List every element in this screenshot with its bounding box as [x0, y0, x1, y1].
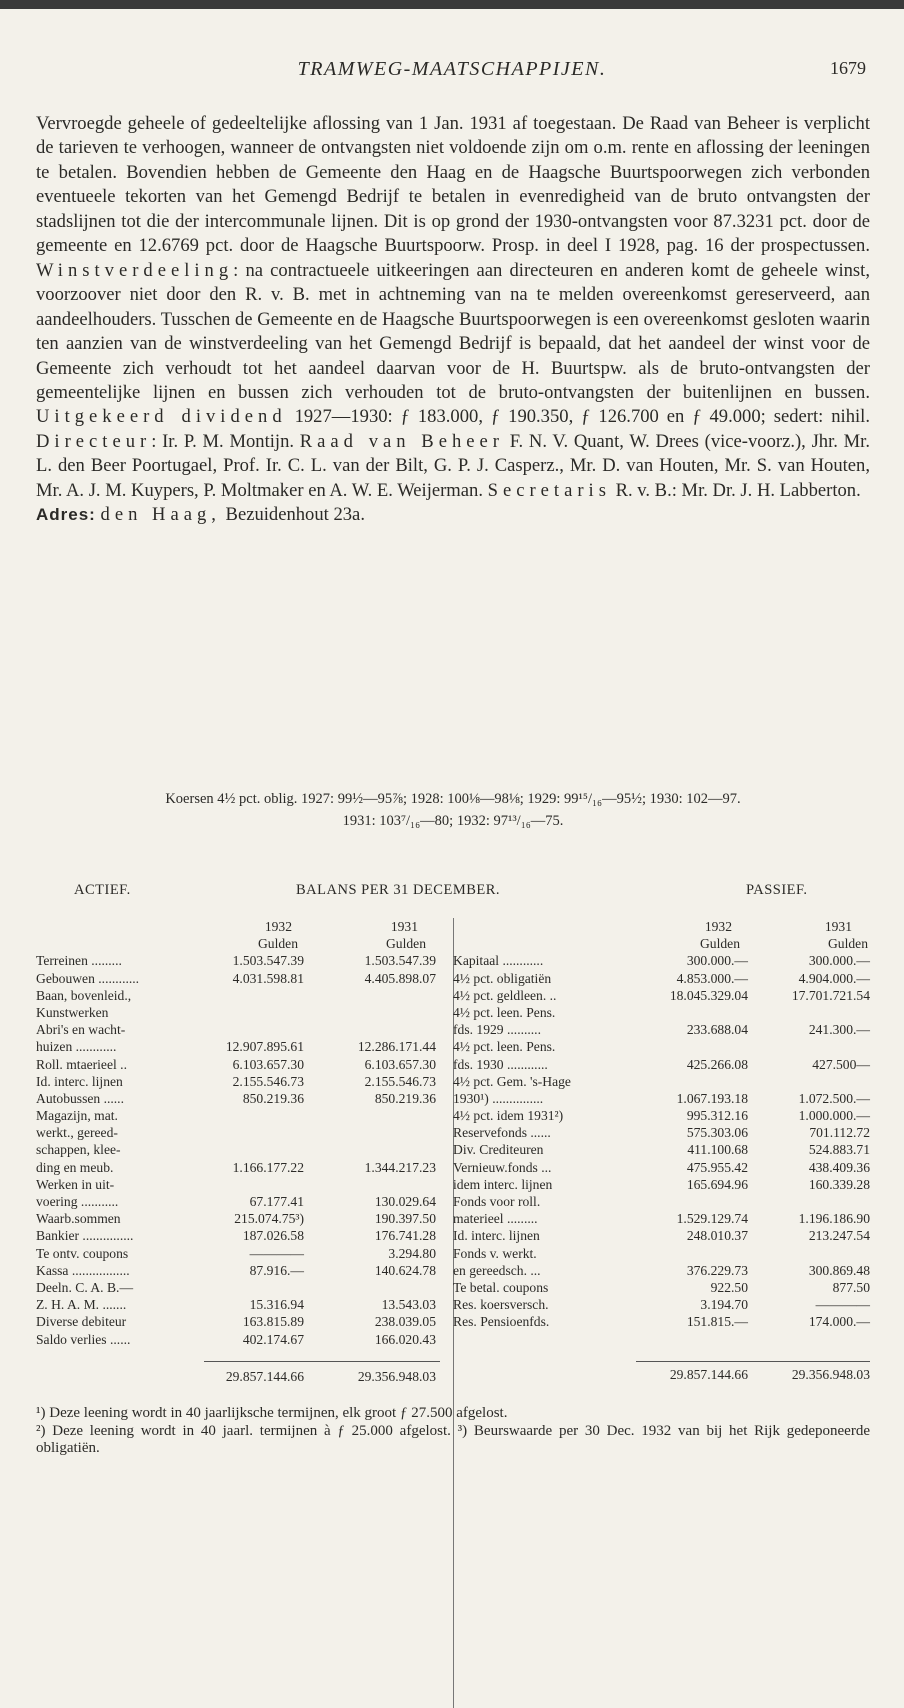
passief-label: Div. Crediteuren — [453, 1142, 544, 1158]
passief-value-1932: 165.694.96 — [686, 1176, 748, 1192]
passief-value-1932: 1.529.129.74 — [676, 1211, 748, 1227]
unit-label: Gulden — [827, 936, 868, 952]
address-city: den Haag, — [100, 504, 221, 526]
passief-row — [453, 1296, 870, 1313]
actief-value-1931: 140.624.78 — [374, 1262, 436, 1278]
text-directeur: : Ir. P. M. Montijn. — [151, 430, 295, 452]
passief-value-1932: 922.50 — [710, 1279, 748, 1295]
passief-value-1932: 233.688.04 — [686, 1022, 748, 1038]
actief-total-rule — [204, 1361, 440, 1362]
passief-label: fds. 1929 .......... — [453, 1022, 541, 1038]
label-directeur: Directeur — [36, 430, 152, 452]
passief-row — [453, 1245, 870, 1262]
passief-label: Id. interc. lijnen — [453, 1228, 540, 1244]
actief-label: Z. H. A. M. ....... — [36, 1297, 127, 1313]
text-secretaris: R. v. B.: Mr. Dr. J. H. Labberton. — [610, 479, 861, 501]
passief-value-1932: 3.194.70 — [700, 1297, 748, 1313]
actief-value-1932: 15.316.94 — [249, 1297, 304, 1313]
actief-row — [36, 1313, 440, 1330]
koersen-line-2: 1931: 103⁷/₁₆—80; 1932: 97¹³/₁₆—75. — [342, 813, 564, 829]
passief-value-1932: 376.229.73 — [686, 1262, 748, 1278]
actief-row — [36, 1159, 440, 1176]
actief-value-1931: 238.039.05 — [374, 1314, 436, 1330]
actief-row — [36, 1279, 440, 1296]
passief-value-1932: 18.045.329.04 — [669, 987, 748, 1003]
footnote-2: ²) Deze leening wordt in 40 jaarl. termijnen à ƒ 25.000 afgelost. ³) Beurswaarde per 30 Dec. 1932 van bij het Rijk gedeponeerde obligatiën. — [36, 1422, 870, 1456]
passief-row — [453, 1004, 870, 1021]
passief-label: 4½ pct. geldleen. .. — [453, 987, 557, 1003]
passief-row — [453, 1262, 870, 1279]
actief-row — [36, 1176, 440, 1193]
year-1932: 1932 — [704, 919, 732, 934]
actief-total-row — [36, 1368, 440, 1385]
passief-value-1931: 300.000.— — [808, 953, 870, 969]
actief-value-1932: 187.026.58 — [242, 1228, 304, 1244]
koersen-block — [36, 788, 870, 832]
actief-row — [36, 1141, 440, 1158]
actief-label: ACTIEF. — [74, 882, 131, 898]
passief-label: Res. koersversch. — [453, 1297, 549, 1313]
label-raad-van-beheer: Raad van Beheer — [299, 430, 504, 452]
actief-value-1931: 130.029.64 — [374, 1194, 436, 1209]
passief-value-1931: 427.500— — [812, 1056, 870, 1072]
actief-value-1932: 12.907.895.61 — [225, 1039, 304, 1055]
passief-value-1931: 160.339.28 — [808, 1176, 870, 1192]
passief-value-1931: 241.300.— — [808, 1022, 870, 1038]
actief-value-1931: 190.397.50 — [374, 1211, 436, 1227]
passief-total-row — [453, 1366, 870, 1383]
actief-total-1932: 29.857.144.66 — [225, 1368, 304, 1384]
year-row — [453, 918, 870, 935]
actief-value-1932: 402.174.67 — [242, 1331, 304, 1347]
company-description — [36, 112, 870, 528]
actief-label: Te ontv. coupons — [36, 1245, 129, 1261]
actief-row — [36, 952, 440, 969]
passief-row — [453, 1227, 870, 1244]
passief-row — [453, 1176, 870, 1193]
actief-value-1932: 87.916.— — [249, 1262, 304, 1278]
passief-value-1932: 300.000.— — [686, 953, 748, 969]
passief-row — [453, 1090, 870, 1107]
actief-label: Abri's en wacht- — [36, 1022, 126, 1038]
unit-row — [453, 935, 870, 952]
actief-row — [36, 1107, 440, 1124]
actief-row — [36, 1245, 440, 1262]
running-title: TRAMWEG-MAATSCHAPPIJEN. — [297, 58, 607, 80]
actief-label: Werken in uit- — [36, 1176, 115, 1192]
actief-row — [36, 987, 440, 1004]
passief-value-1932: 411.100.68 — [687, 1142, 748, 1158]
passief-value-1931: 213.247.54 — [808, 1228, 870, 1244]
passief-row — [453, 1073, 870, 1090]
year-1931: 1931 — [824, 919, 852, 934]
text-intro: Vervroegde geheele of gedeeltelijke aflossing van 1 Jan. 1931 af toegestaan. De Raad van Beheer is verplicht de tarieven te verhoogen, wanneer de ontvangsten niet voldoende zijn om o.m. rente en aflossing der leeningen te betalen. Bovendien hebben de Gemeente den Haag en de Haagsche Buurtspoorwegen zich verbonden eventueele tekorten van het Gemengd Bedrijf te betalen in evenredigheid van de bruto ontvangsten der stadslijnen tot die der intercommunale lijnen. Dit is op grond der 1930-ontvangsten voor 87.3231 pct. door de gemeente en 12.6769 pct. door de Haagsche Buurtspoorw. Prosp. in deel I 1928, pag. 16 der prospectussen. — [36, 113, 870, 257]
actief-label: Kassa ................. — [36, 1262, 130, 1278]
passief-column — [453, 918, 870, 1331]
passief-label: 1930¹) ............... — [453, 1090, 544, 1106]
passief-value-1931: 1.196.186.90 — [798, 1211, 870, 1227]
passief-label: 4½ pct. leen. Pens. — [453, 1039, 556, 1055]
koersen-line-1: Koersen 4½ pct. oblig. 1927: 99½—95⅞; 1928: 100⅛—98⅛; 1929: 99¹⁵/₁₆—95½; 1930: 102—97. — [165, 791, 741, 807]
page-number: 1679 — [830, 58, 866, 78]
unit-label: Gulden — [699, 936, 740, 952]
scan-top-edge — [0, 0, 904, 9]
address-line — [36, 503, 870, 527]
actief-label: Autobussen ...... — [36, 1090, 124, 1106]
actief-row — [36, 1056, 440, 1073]
actief-row — [36, 1296, 440, 1313]
passief-row — [453, 1124, 870, 1141]
passief-value-1932: 248.010.37 — [686, 1228, 748, 1244]
actief-value-1931: 850.219.36 — [374, 1090, 436, 1106]
passief-label: PASSIEF. — [746, 882, 808, 898]
text-winstverdeeling: : na contractueele uitkeeringen aan directeuren en anderen komt de geheele winst, voorzoover niet door den R. v. B. met in achtneming van na te melden overeenkomst gereserveerd, aan aandeelhouders. Tusschen de Gemeente en de Haagsche Buurtspoorwegen is een overeenkomst gesloten waarin ten aanzien van de winstverdeeling van het Gemengd Bedrijf is bepaald, dat het aandeel der winst voor de Gemeente zich verhoudt tot het aandeel daarvan voor de H. Buurtspw. als de bruto-ontvangsten der gemeentelijke lijnen en bussen zich verhouden tot de bruto-ontvangsten der buitenlijnen en bussen. — [36, 259, 870, 403]
actief-value-1932: 6.103.657.30 — [232, 1056, 304, 1072]
passief-value-1931: 1.000.000.— — [798, 1108, 870, 1124]
year-row — [36, 918, 440, 935]
actief-label: Roll. mtaerieel .. — [36, 1056, 127, 1072]
passief-label: materieel ......... — [453, 1211, 538, 1227]
text-dividend: 1927—1930: ƒ 183.000, ƒ 190.350, ƒ 126.700 en ƒ 49.000; sedert: nihil. — [286, 406, 870, 428]
passief-value-1932: 425.266.08 — [686, 1056, 748, 1072]
actief-label: Kunstwerken — [36, 1004, 109, 1020]
passief-value-1931: ———— — [815, 1297, 870, 1313]
passief-total-rule — [636, 1361, 870, 1362]
actief-row — [36, 1227, 440, 1244]
actief-value-1932: 67.177.41 — [249, 1194, 304, 1209]
actief-row — [36, 1193, 440, 1210]
actief-value-1931: 4.405.898.07 — [364, 970, 436, 986]
actief-row — [36, 1038, 440, 1055]
actief-row — [36, 1073, 440, 1090]
passief-row — [453, 1313, 870, 1330]
passief-label: idem interc. lijnen — [453, 1176, 553, 1192]
actief-value-1932: 1.166.177.22 — [232, 1159, 304, 1175]
passief-label: Vernieuw.fonds ... — [453, 1159, 552, 1175]
passief-row — [453, 952, 870, 969]
passief-row — [453, 1159, 870, 1176]
footnote-1: ¹) Deze leening wordt in 40 jaarlijksche termijnen, elk groot ƒ 27.500 afgelost. — [36, 1405, 508, 1421]
actief-value-1931: 166.020.43 — [374, 1331, 436, 1347]
unit-label: Gulden — [257, 936, 298, 952]
passief-value-1931: 4.904.000.— — [798, 970, 870, 986]
passief-value-1931: 300.869.48 — [808, 1262, 870, 1278]
actief-rows — [36, 952, 440, 1347]
actief-value-1931: 2.155.546.73 — [364, 1073, 436, 1089]
passief-label: en gereedsch. ... — [453, 1262, 541, 1278]
actief-row — [36, 1331, 440, 1348]
actief-label: huizen ............ — [36, 1039, 117, 1055]
label-adres: Adres: — [36, 505, 96, 525]
actief-label: Gebouwen ............ — [36, 970, 140, 986]
label-secretaris: Secretaris — [487, 479, 611, 501]
passief-value-1931: 1.072.500.— — [798, 1090, 870, 1106]
actief-value-1932: 1.503.547.39 — [232, 953, 304, 969]
passief-label: Res. Pensioenfds. — [453, 1314, 550, 1330]
actief-value-1931: 176.741.28 — [374, 1228, 436, 1244]
actief-row — [36, 1262, 440, 1279]
passief-row — [453, 1056, 870, 1073]
passief-row — [453, 1107, 870, 1124]
passief-value-1932: 1.067.193.18 — [676, 1090, 748, 1106]
passief-label: Te betal. coupons — [453, 1279, 549, 1295]
actief-label: ding en meub. — [36, 1159, 114, 1175]
passief-rows — [453, 952, 870, 1330]
passief-value-1931: 877.50 — [832, 1279, 870, 1295]
spacer-row — [36, 1348, 440, 1368]
passief-value-1932: 475.955.42 — [686, 1159, 748, 1175]
passief-value-1931: 701.112.72 — [809, 1125, 870, 1141]
page-header — [0, 58, 904, 86]
actief-row — [36, 1021, 440, 1038]
year-1931: 1931 — [390, 919, 418, 934]
passief-label: Fonds voor roll. — [453, 1194, 541, 1209]
passief-label: 4½ pct. Gem. 's-Hage — [453, 1073, 571, 1089]
actief-label: werkt., gereed- — [36, 1125, 118, 1141]
actief-value-1932: ———— — [249, 1245, 304, 1261]
address-street: Bezuidenhout 23a. — [225, 504, 365, 526]
actief-label: voering ........... — [36, 1194, 119, 1209]
passief-label: Fonds v. werkt. — [453, 1245, 537, 1261]
actief-column — [36, 918, 440, 1385]
label-winstverdeeling: Winstverdeeling — [36, 259, 234, 281]
actief-label: Id. interc. lijnen — [36, 1073, 123, 1089]
unit-row — [36, 935, 440, 952]
passief-value-1932: 575.303.06 — [686, 1125, 748, 1141]
balance-header — [0, 882, 904, 904]
actief-label: Baan, bovenleid., — [36, 987, 132, 1003]
actief-value-1931: 3.294.80 — [388, 1245, 436, 1261]
actief-label: Deeln. C. A. B.— — [36, 1279, 134, 1295]
actief-label: Terreinen ......... — [36, 953, 122, 969]
body-paragraph — [36, 112, 870, 503]
passief-value-1932: 4.853.000.— — [676, 970, 748, 986]
passief-label: fds. 1930 ............ — [453, 1056, 548, 1072]
actief-label: Bankier ............... — [36, 1228, 134, 1244]
passief-total-1932: 29.857.144.66 — [669, 1367, 748, 1382]
actief-value-1931: 13.543.03 — [381, 1297, 436, 1313]
actief-value-1932: 215.074.75³) — [234, 1211, 304, 1227]
text-raad-van-beheer: F. N. V. Quant, W. Drees (vice-voorz.), Jhr. Mr. L. den Beer Poortugael, Prof. Ir. C. L. van der Bilt, G. P. J. Casperz., Mr. D. van Houten, Mr. S. van Houten, Mr. A. J. M. Kuypers, P. Moltmaker en A. W. E. Weijerman. — [36, 430, 870, 501]
passief-row — [453, 970, 870, 987]
actief-row — [36, 1124, 440, 1141]
passief-value-1931: 438.409.36 — [808, 1159, 870, 1175]
actief-label: Diverse debiteur — [36, 1314, 127, 1330]
actief-value-1932: 2.155.546.73 — [232, 1073, 304, 1089]
actief-total-1931: 29.356.948.03 — [357, 1368, 436, 1384]
passief-row — [453, 1038, 870, 1055]
actief-row — [36, 1090, 440, 1107]
passief-value-1932: 151.815.— — [686, 1314, 748, 1330]
actief-value-1932: 4.031.598.81 — [232, 970, 304, 986]
actief-row — [36, 1004, 440, 1021]
passief-value-1932: 995.312.16 — [686, 1108, 748, 1124]
actief-value-1931: 1.503.547.39 — [364, 953, 436, 969]
passief-label: 4½ pct. idem 1931²) — [453, 1108, 564, 1124]
footnotes — [36, 1405, 870, 1458]
actief-value-1932: 163.815.89 — [242, 1314, 304, 1330]
year-1932: 1932 — [264, 919, 292, 934]
passief-row — [453, 1141, 870, 1158]
actief-label: Magazijn, mat. — [36, 1108, 118, 1124]
passief-label: 4½ pct. obligatiën — [453, 970, 552, 986]
actief-label: Saldo verlies ...... — [36, 1331, 131, 1347]
unit-label: Gulden — [385, 936, 426, 952]
passief-row — [453, 1193, 870, 1210]
passief-row — [453, 1279, 870, 1296]
actief-value-1931: 6.103.657.30 — [364, 1056, 436, 1072]
passief-total-1931: 29.356.948.03 — [791, 1367, 870, 1382]
passief-label: Reservefonds ...... — [453, 1125, 551, 1141]
actief-value-1932: 850.219.36 — [242, 1090, 304, 1106]
passief-row — [453, 987, 870, 1004]
passief-label: 4½ pct. leen. Pens. — [453, 1004, 556, 1020]
label-dividend: Uitgekeerd dividend — [36, 406, 287, 428]
actief-row — [36, 1210, 440, 1227]
actief-value-1931: 12.286.171.44 — [357, 1039, 436, 1055]
passief-row — [453, 1021, 870, 1038]
actief-label: Waarb.sommen — [36, 1211, 121, 1227]
passief-row — [453, 1210, 870, 1227]
passief-label: Kapitaal ............ — [453, 953, 544, 969]
passief-value-1931: 17.701.721.54 — [791, 987, 870, 1003]
passief-value-1931: 174.000.— — [808, 1314, 870, 1330]
balance-title: BALANS PER 31 DECEMBER. — [296, 882, 501, 898]
passief-value-1931: 524.883.71 — [808, 1142, 870, 1158]
actief-row — [36, 970, 440, 987]
actief-value-1931: 1.344.217.23 — [364, 1159, 436, 1175]
actief-label: schappen, klee- — [36, 1142, 121, 1158]
